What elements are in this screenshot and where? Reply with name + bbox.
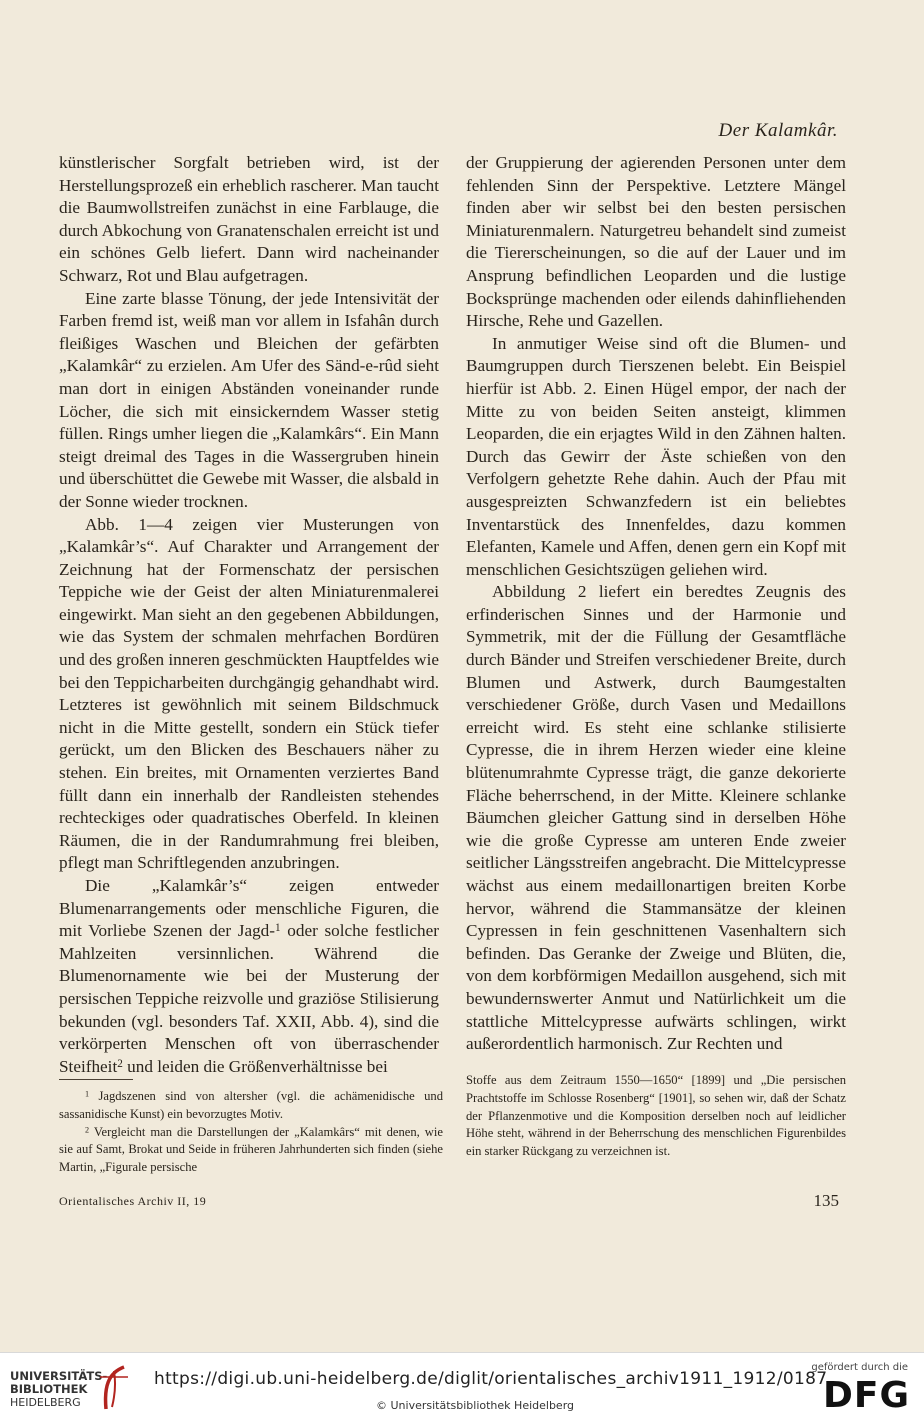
paragraph: künstlerischer Sorgfalt betrieben wird, ist der Herstellungsprozeß ein erheblich rascherer. Man taucht die Baumwollstreifen zunächst in eine Farblauge, die durch Abkochung von Granatenschalen erreicht ist und ein schönes Gelb liefert. Dann wird nacheinander Schwarz, Rot und Blau aufgetragen.	[59, 153, 439, 285]
paragraph: Abbildung 2 liefert ein beredtes Zeugnis des erfinderischen Sinnes und der Harmonie und Symmetrik, mit der die Füllung der Gesamtfläche durch Bänder und Streifen verschiedener Breite, durch Blumen und Astwerk, durch Baumgestalten verschiedener Größe, durch Vasen und Medaillons erreicht wird. Es steht eine schlanke stilisierte Cypresse, die in ihrem Herzen wieder eine kleine blütenumrahmte Cypresse trägt, die ganze dekorierte Fläche beherrschend, in der Mitte. Kleinere schlanke Bäumchen gleicher Gattung sind in derselben Höhe wie die große Cypresse am unteren Ende zweier seitlicher Längsstreifen angebracht. Die Mittelcypresse wächst aus einem medaillonartigen breiten Korbe hervor, während die Stammansätze der kleinen Cypressen in fein geschnittenen Vasenhaltern sich befinden. Das Geranke der Zweige und Blüten, die, von dem korbförmigen Medaillon ausgehend, sich mit bewundernswerter Anmut und Natürlichkeit um die stattliche Mittelcypresse aufwärts schlingen, wirkt außerordentlich harmonisch. Zur Rechten und	[466, 582, 846, 1054]
dfg-logo[interactable]: DFG	[822, 1375, 910, 1416]
footnote-mark: 2	[85, 1124, 90, 1134]
paragraph	[59, 875, 439, 1078]
paragraph: Abb. 1—4 zeigen vier Musterungen von „Kalamkâr’s“. Auf Charakter und Arrangement der Zeichnung hat der Formenschatz der persischen Teppiche wie der Geist der alten Miniaturenmalerei eingewirkt. Man sieht an den gegebenen Abbildungen, wie das System der schmalen mehrfachen Bordüren und des großen inneren geschmückten Hauptfeldes wie bei den Teppicharbeiten durchgängig gehandhabt wird. Letzteres ist gewöhnlich mit seinem Bildschmuck nicht in die Mitte gestellt, sondern ein Stück tiefer gerückt, um den Blicken des Beschauers näher zu stehen. Ein breites, mit Ornamenten verziertes Band füllt dann ein innerhalb der Randleisten stehendes rechteckiges oder quadratisches Oberfeld. In kleinen Räumen, die in der Randumrahmung frei bleiben, pflegt man Schriftlegenden anzubringen.	[59, 514, 439, 873]
library-name[interactable]	[10, 1370, 107, 1409]
footnote-continuation	[466, 1072, 846, 1161]
page-number: 135	[813, 1191, 839, 1210]
funding-note: gefördert durch die	[811, 1362, 908, 1373]
footnote	[59, 1088, 443, 1124]
footnote-ref[interactable]: 2	[117, 1057, 123, 1070]
paragraph: der Gruppierung der agierenden Personen unter dem fehlenden Sinn der Perspektive. Letztere Mängel finden aber wir selbst bei den besten persischen Miniaturenmalern. Naturgetreu behandelt sind zumeist die Tiererscheinungen, so die auf der Lauer und im Ansprung befindlichen Leoparden und die lustige Bocksprünge machenden oder eilends dahinfliehenden Hirsche, Rehe und Gazellen.	[466, 153, 846, 331]
footnote-text: Jagdszenen sind von altersher (vgl. die achämenidische und sassanidische Kunst) ein bevorzugtes Motiv.	[59, 1089, 443, 1121]
library-name-line: BIBLIOTHEK	[10, 1382, 88, 1396]
library-name-line: HEIDELBERG	[10, 1396, 81, 1409]
signature-mark: Orientalisches Archiv II, 19	[59, 1194, 207, 1208]
paragraph-text: Die „Kalamkâr’s“ zeigen entweder Blumenarrangements oder menschliche Figuren, die mit Vorliebe Szenen der Jagd-	[59, 876, 439, 941]
paragraph: Eine zarte blasse Tönung, der jede Intensivität der Farben fremd ist, weiß man vor allem in Isfahân durch fleißiges Waschen und Bleichen der gefärbten „Kalamkâr“ zu erzielen. Am Ufer des Sänd-e-rûd sieht man dort in einigen Abständen voneinander runde Löcher, die sich mit einsickerndem Wasser stetig füllen. Rings umher liegen die „Kalamkârs“. Ein Mann steigt dreimal des Tages in die Wassergruben hinein und überschüttet die Gewebe mit Wasser, die alsbald in der Sonne wieder trocknen.	[59, 288, 439, 511]
footnote-text: Vergleicht man die Darstellungen der „Kalamkârs“ mit denen, wie sie auf Samt, Brokat und Seide in früheren Jahrhunderten sich finden (siehe Martin, „Figurale persische	[59, 1124, 443, 1175]
footnote	[59, 1124, 443, 1177]
right-column	[466, 152, 846, 1056]
copyright-notice: © Universitätsbibliothek Heidelberg	[376, 1399, 575, 1412]
footnotes-left	[59, 1088, 443, 1177]
permalink-url[interactable]: https://digi.ub.uni-heidelberg.de/diglit/orientalisches_archiv1911_1912/0187	[154, 1369, 828, 1389]
running-head: Der Kalamkâr.	[718, 120, 838, 141]
paragraph-text: und leiden die Größenverhältnisse bei	[122, 1056, 388, 1076]
footnote-mark: 1	[85, 1089, 90, 1099]
paragraph-text: oder solche festlicher Mahlzeiten versinnlichen. Während die Blumenornamente wie bei der Musterung der persischen Teppiche reizvolle und graziöse Stilisierung bekunden (vgl. besonders Taf. XXII, Abb. 4), sind die verkörperten Menschen oft von überraschender Steifheit	[59, 921, 439, 1076]
footnote-separator	[59, 1079, 133, 1080]
library-name-line: UNIVERSITÄTS-	[10, 1369, 108, 1383]
footnote-ref[interactable]: 1	[275, 922, 281, 935]
paragraph: In anmutiger Weise sind oft die Blumen- und Baumgruppen durch Tierszenen belebt. Ein Beispiel hierfür ist Abb. 2. Einen Hügel empor, der nach der Mitte zu von beiden Seiten ansteigt, klimmen Leoparden, die ein erjagtes Wild in den Zähnen halten. Durch das Gewirr der Äste schießen von den Verfolgern gehetzte Rehe dahin. Auch der Pfau mit ausgespreizten Schwanzfedern ist ein beliebtes Inventarstück des Innenfeldes, dazu kommen Elefanten, Kamele und Affen, denen gern ein Kopf mit menschlichen Gesichtszügen geliehen wird.	[466, 333, 846, 579]
footnote-text: Stoffe aus dem Zeitraum 1550—1650“ [1899] und „Die persischen Prachtstoffe im Schlosse Rosenberg“ [1901], so sehen wir, daß der Schatz der Pflanzenmotive und die Komposition derselben noch auf leidlicher Höhe steht, während in der Beherrschung des menschlichen Figurenbildes ein starker Rückgang zu verzeichnen ist.	[466, 1073, 846, 1159]
viewer-footer-bar	[0, 1352, 924, 1422]
library-logo-icon[interactable]	[94, 1363, 134, 1413]
left-column	[59, 152, 439, 1078]
